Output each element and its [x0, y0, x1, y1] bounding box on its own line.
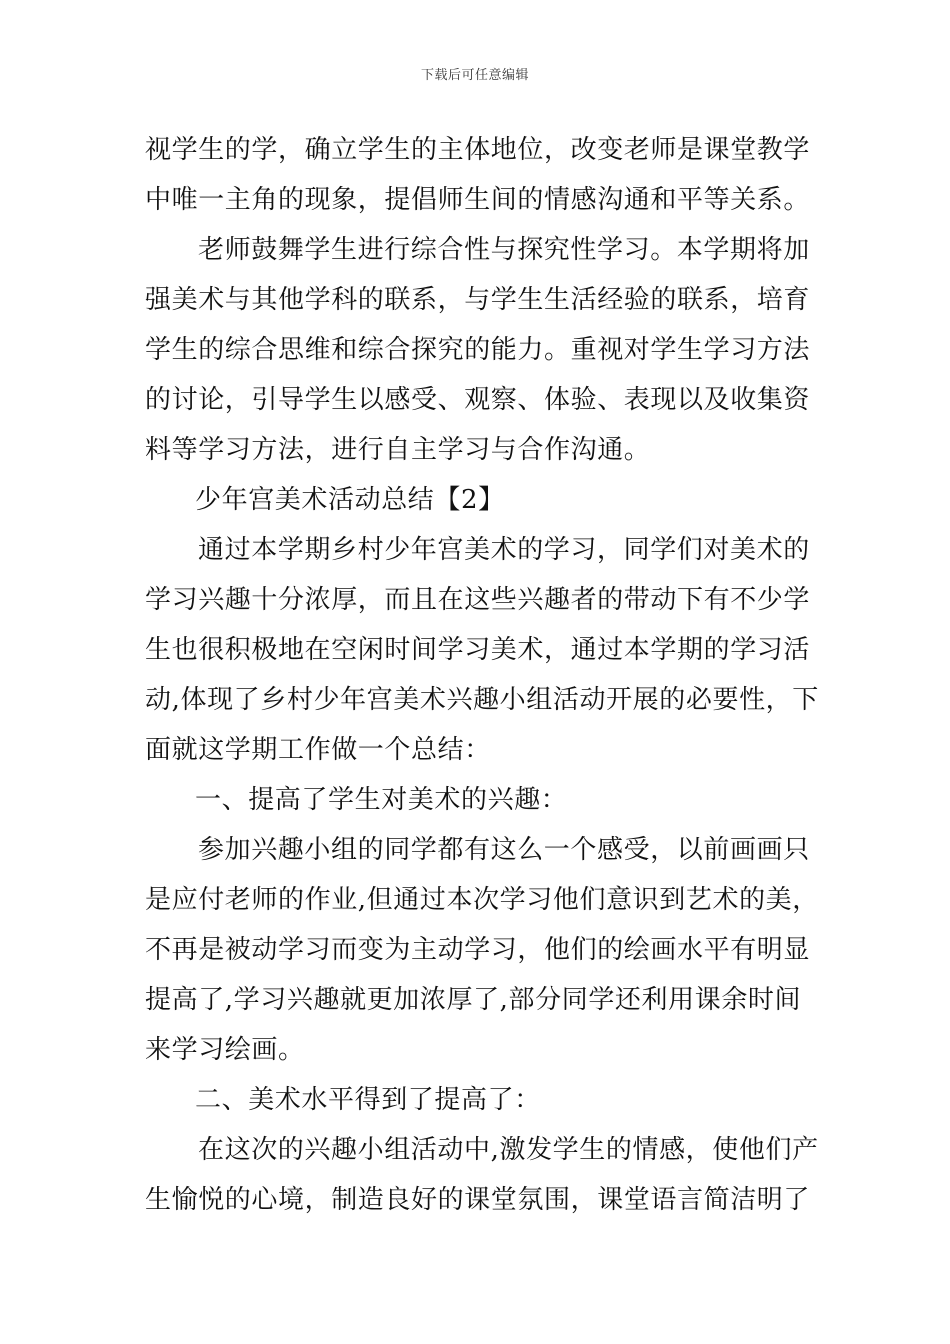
paragraph-start-line: 老师鼓舞学生进行综合性与探究性学习。本学期将加: [198, 235, 810, 265]
section-heading: 少年宫美术活动总结【2】: [195, 485, 505, 515]
text-line: 面就这学期工作做一个总结：: [145, 735, 491, 765]
text-line: 强美术与其他学科的联系，与学生生活经验的联系，培育: [145, 285, 811, 315]
text-line: 提高了,学习兴趣就更加浓厚了,部分同学还利用课余时间: [145, 985, 802, 1015]
text-line: 生也很积极地在空闲时间学习美术，通过本学期的学习活: [145, 635, 811, 665]
text-line: 来学习绘画。: [145, 1035, 305, 1065]
subsection-heading: 二、美术水平得到了提高了：: [195, 1085, 541, 1115]
text-line: 视学生的学，确立学生的主体地位，改变老师是课堂教学: [145, 135, 811, 165]
text-line: 是应付老师的作业,但通过本次学习他们意识到艺术的美，: [145, 885, 819, 915]
subsection-heading: 一、提高了学生对美术的兴趣：: [195, 785, 568, 815]
text-line: 的讨论，引导学生以感受、观察、体验、表现以及收集资: [145, 385, 811, 415]
text-line: 不再是被动学习而变为主动学习，他们的绘画水平有明显: [145, 935, 811, 965]
header-note: 下载后可任意编辑: [420, 68, 529, 83]
text-line: 学生的综合思维和综合探究的能力。重视对学生学习方法: [145, 335, 811, 365]
paragraph-start-line: 在这次的兴趣小组活动中,激发学生的情感，使他们产: [198, 1135, 819, 1165]
text-line: 学习兴趣十分浓厚，而且在这些兴趣者的带动下有不少学: [145, 585, 811, 615]
paragraph-start-line: 通过本学期乡村少年宫美术的学习，同学们对美术的: [198, 535, 810, 565]
text-line: 生愉悦的心境，制造良好的课堂氛围，课堂语言简洁明了: [145, 1185, 811, 1215]
text-line: 动,体现了乡村少年宫美术兴趣小组活动开展的必要性，下: [145, 685, 819, 715]
text-line: 料等学习方法，进行自主学习与合作沟通。: [145, 435, 651, 465]
text-line: 中唯一主角的现象，提倡师生间的情感沟通和平等关系。: [145, 185, 811, 215]
paragraph-start-line: 参加兴趣小组的同学都有这么一个感受，以前画画只: [198, 835, 810, 865]
